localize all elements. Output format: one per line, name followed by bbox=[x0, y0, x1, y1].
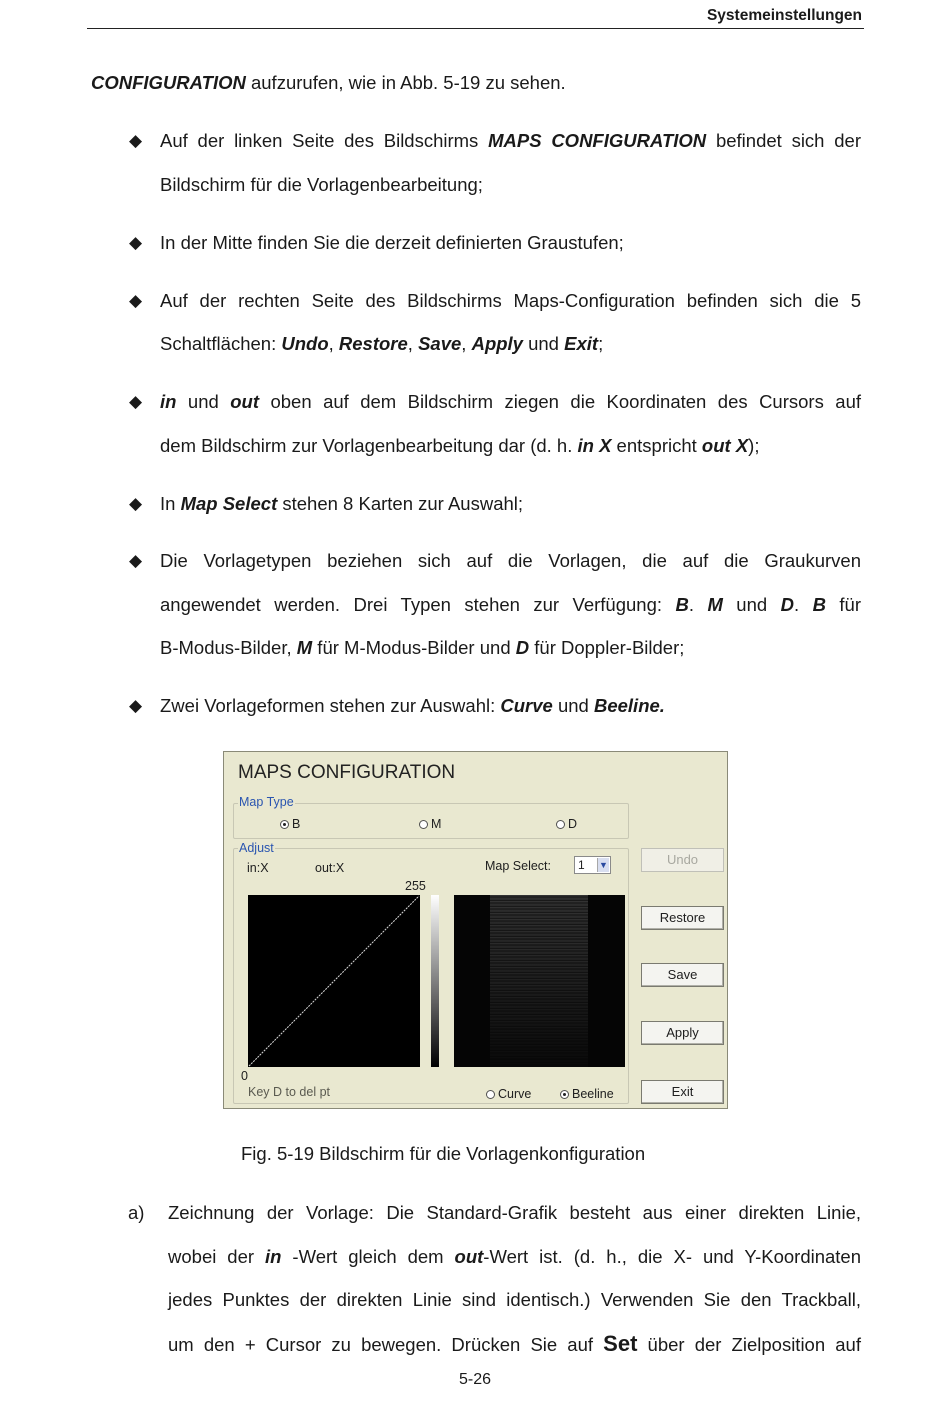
set-key: Set bbox=[603, 1331, 638, 1356]
min-value-label: 0 bbox=[241, 1069, 248, 1083]
section-a-line-2: wobei der in -Wert gleich dem out-Wert ist. (d. h., die X- und Y-Koordinaten bbox=[168, 1246, 862, 1267]
bullet-3-line-2: Schaltflächen: Undo, Restore, Save, Apply und Exit; bbox=[160, 333, 604, 354]
bullet-2-line-1: In der Mitte finden Sie die derzeit definierten Graustufen; bbox=[160, 232, 624, 253]
header-title: Systemeinstellungen bbox=[706, 7, 862, 24]
grayscale-bar bbox=[431, 895, 439, 1067]
radio-checked-icon bbox=[280, 820, 289, 829]
radio-empty-icon bbox=[486, 1090, 495, 1099]
apply-button[interactable]: Apply bbox=[641, 1021, 724, 1045]
hint-text: Key D to del pt bbox=[248, 1085, 330, 1099]
bullet-6-line-1: Die Vorlagetypen beziehen sich auf die Vorlagen, die auf die Graukurven bbox=[160, 550, 861, 571]
undo-button[interactable]: Undo bbox=[641, 848, 724, 872]
maps-window-title: MAPS CONFIGURATION bbox=[238, 762, 456, 783]
chevron-down-icon: ▼ bbox=[597, 858, 609, 872]
list-marker-a: a) bbox=[128, 1202, 145, 1223]
bullet-1-line-1: Auf der linken Seite des Bildschirms MAPS CONFIGURATION befindet sich der bbox=[160, 130, 861, 151]
intro-bold: CONFIGURATION bbox=[91, 72, 246, 93]
maps-configuration-window bbox=[223, 751, 728, 1109]
exit-button[interactable]: Exit bbox=[641, 1080, 724, 1104]
intro-line bbox=[91, 72, 566, 94]
bullet-icon: ◆ bbox=[129, 494, 143, 513]
bullet-4-line-1: in und out oben auf dem Bildschirm ziegen die Koordinaten des Cursors auf bbox=[160, 391, 861, 412]
bullet-icon: ◆ bbox=[129, 392, 143, 411]
bullet-6-line-3: B-Modus-Bilder, M für M-Modus-Bilder und D für Doppler-Bilder; bbox=[160, 637, 685, 658]
maps-configuration-term: MAPS CONFIGURATION bbox=[488, 130, 707, 151]
map-type-label: Map Type bbox=[239, 795, 294, 809]
figure-caption: Fig. 5-19 Bildschirm für die Vorlagenkonfiguration bbox=[241, 1143, 646, 1164]
in-x-readout: in:X bbox=[247, 861, 269, 875]
out-x-readout: out:X bbox=[315, 861, 345, 875]
bullet-1-line-2: Bildschirm für die Vorlagenbearbeitung; bbox=[160, 174, 483, 195]
shape-curve-radio[interactable]: Curve bbox=[486, 1087, 531, 1101]
map-select-label: Map Select: bbox=[485, 859, 552, 873]
map-type-m-radio[interactable]: M bbox=[419, 817, 441, 831]
bullet-icon: ◆ bbox=[129, 696, 143, 715]
intro-text: aufzurufen, wie in Abb. 5-19 zu sehen. bbox=[245, 72, 566, 93]
bullet-icon: ◆ bbox=[129, 233, 143, 252]
restore-button[interactable]: Restore bbox=[641, 906, 724, 930]
bullet-icon: ◆ bbox=[129, 131, 143, 150]
bullet-7-line-1: Zwei Vorlageformen stehen zur Auswahl: Curve und Beeline. bbox=[160, 695, 665, 716]
bullet-icon: ◆ bbox=[129, 291, 143, 310]
bullet-3-line-1: Auf der rechten Seite des Bildschirms Maps-Configuration befinden sich die 5 bbox=[160, 290, 861, 311]
map-type-b-radio[interactable]: B bbox=[280, 817, 300, 831]
map-select-value: 1 bbox=[578, 858, 585, 872]
page-number: 5-26 bbox=[458, 1371, 492, 1388]
section-a-line-3: jedes Punktes der direkten Linie sind identisch.) Verwenden Sie den Trackball, bbox=[168, 1289, 861, 1310]
curve-line bbox=[248, 895, 420, 1067]
bullet-6-line-2: angewendet werden. Drei Typen stehen zur Verfügung: B. M und D. B für bbox=[160, 594, 862, 615]
header-rule bbox=[87, 28, 864, 29]
radio-empty-icon bbox=[419, 820, 428, 829]
save-button[interactable]: Save bbox=[641, 963, 724, 987]
radio-empty-icon bbox=[556, 820, 565, 829]
section-a-line-4: um den + Cursor zu bewegen. Drücken Sie auf Set über der Zielposition auf bbox=[168, 1331, 861, 1356]
map-type-d-radio[interactable]: D bbox=[556, 817, 577, 831]
shape-beeline-radio[interactable]: Beeline bbox=[560, 1087, 614, 1101]
section-a-line-1: Zeichnung der Vorlage: Die Standard-Grafik besteht aus einer direkten Linie, bbox=[168, 1202, 861, 1223]
curve-editor[interactable] bbox=[248, 895, 420, 1067]
radio-checked-icon bbox=[560, 1090, 569, 1099]
bullet-4-line-2: dem Bildschirm zur Vorlagenbearbeitung dar (d. h. in X entspricht out X); bbox=[160, 435, 760, 456]
adjust-label: Adjust bbox=[239, 841, 274, 855]
bullet-5-line-1: In Map Select stehen 8 Karten zur Auswahl; bbox=[160, 493, 524, 514]
bullet-icon: ◆ bbox=[129, 551, 143, 570]
map-select-dropdown[interactable] bbox=[574, 856, 611, 874]
max-value-label: 255 bbox=[405, 879, 426, 893]
preview-image bbox=[490, 895, 588, 1067]
grayscale-preview bbox=[454, 895, 625, 1067]
